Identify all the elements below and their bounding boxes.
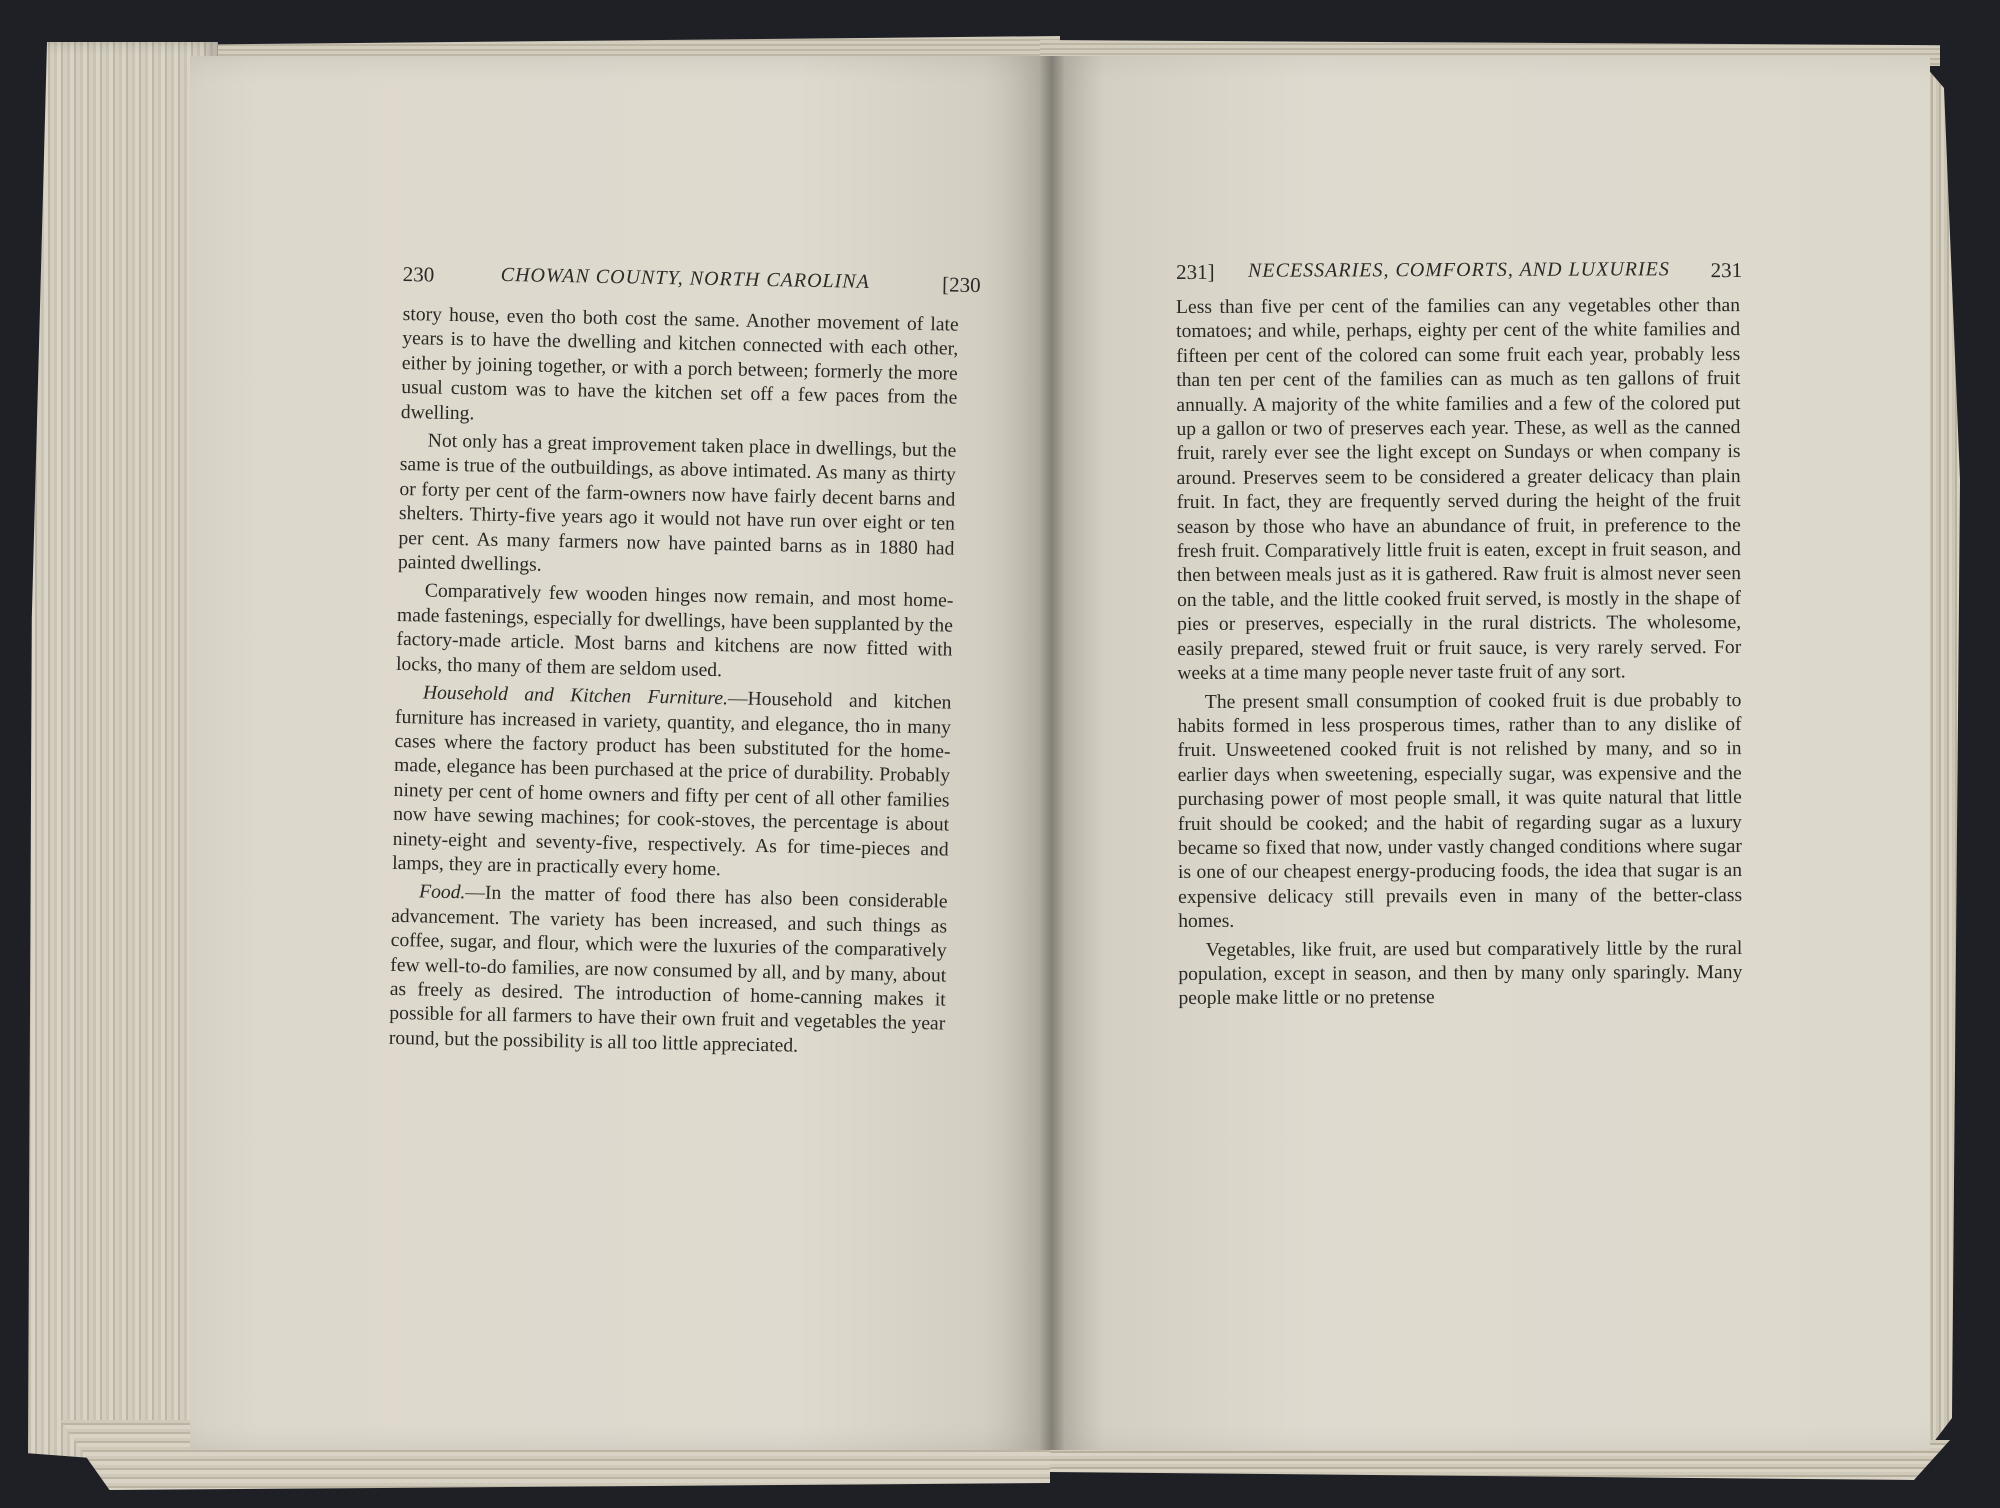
right-page-number: 231 [1710,258,1743,283]
paragraph: Comparatively few wooden hinges now remain, and most home-made fastenings, especially for dwellings, have been supplanted by the factory-made article. Most barns and kitchens are now fitted with locks, tho many of them are seldom used. [395,580,954,681]
paragraph: Less than five per cent of the families can any vegetables other than tomatoes; and while, perhaps, eighty per cent of the white families and fifteen per cent of the colored can some fruit each year, probably less than ten per cent of the families can as much as ten gallons of fruit annually. A majority of the white families and a few of the colored put up a gallon or two of preserves each year. These, as well as the canned fruit, rarely ever see the light except on Sundays or when company is around. Preserves seem to be considered a greater delicacy than plain fruit. In fact, they are frequently served during the height of the fruit season by those who have an abundance of fruit, in preference to the fresh fruit. Comparatively little fruit is eaten, except in fruit season, and then between meals just as it is gathered. Raw fruit is almost never seen on the table, and the little cooked fruit served, is mostly in the shape of pies or preserves, especially in the rural districts. The wholesome, easily prepared, stewed fruit or fruit sauce, is very rarely served. For weeks at a time many people never taste fruit of any sort. [1176,295,1742,685]
left-bracket-number: [230 [941,272,981,298]
section-heading-food: Food. [418,881,466,904]
paragraph: Not only has a great improvement taken place in dwellings, but the same is true of the outbuildings, as above intimated. As many as thirty or forty per cent of the farm-owners now have fairly decent barns and shelters. Thirty-five years ago it would not have run over eight or ten per cent. As many farmers now have painted barns as in 1880 had painted dwellings. [397,430,957,576]
paragraph: Food.—In the matter of food there has also been considerable advancement. The variety has been increased, and such things as coffee, sugar, and flour, which were the luxuries of the comparatively few well-to-do families, are now consumed by all, and by many, about as freely as desired. The introduction of home-canning makes it possible for all farmers to have their own fruit and vegetables the year round, but the possibility is all too little appreciated. [388,881,948,1057]
paragraph: Vegetables, like fruit, are used but comparatively little by the rural population, except in season, and then by many only sparingly. Many people make little or no pretense [1178,937,1743,1010]
section-heading-furniture: Household and Kitchen Furniture. [422,682,729,710]
paragraph: story house, even tho both cost the same. Another movement of late years is to have the dwelling and kitchen connected with each other, either by joining together, or with a porch between; formerly the more usual custom was to have the kitchen set off a few paces from the dwelling. [400,303,959,425]
paragraph: Household and Kitchen Furniture.—Household and kitchen furniture has increased in variety, quantity, and elegance, tho in many cases where the factory product has been substituted for the home-made, elegance has been purchased at the price of durability. Probably ninety per cent of home owners and fifty per cent of all other families now have sewing machines; for cook-stoves, the percentage is about ninety-eight and seventy-five, respectively. As for time-pieces and lamps, they are in practically every home. [392,682,952,881]
right-bracket-number: 231] [1176,259,1215,284]
book-gutter [1040,56,1064,1450]
left-page-text [389,303,959,1066]
right-running-title: NECESSARIES, COMFORTS, AND LUXURIES [1247,258,1670,282]
paragraph: The present small consumption of cooked fruit is due probably to habits formed in less prosperous times, rather than to any dislike of fruit. Unsweetened cooked fruit is not relished by many, and so in earlier days when sweetening, especially sugar, was expensive and the purchasing power of most people small, it was quite natural that little fruit should be cooked; and the habit of regarding sugar as a luxury became so fixed that now, under vastly changed conditions where sugar is one of our cheapest energy-producing foods, the idea that sugar is an expensive delicacy still prevails even in many of the better-class homes. [1177,689,1743,933]
left-running-title: CHOWAN COUNTY, NORTH CAROLINA [500,263,871,293]
right-page-text [1176,294,1743,1016]
left-page-number: 230 [402,262,435,287]
